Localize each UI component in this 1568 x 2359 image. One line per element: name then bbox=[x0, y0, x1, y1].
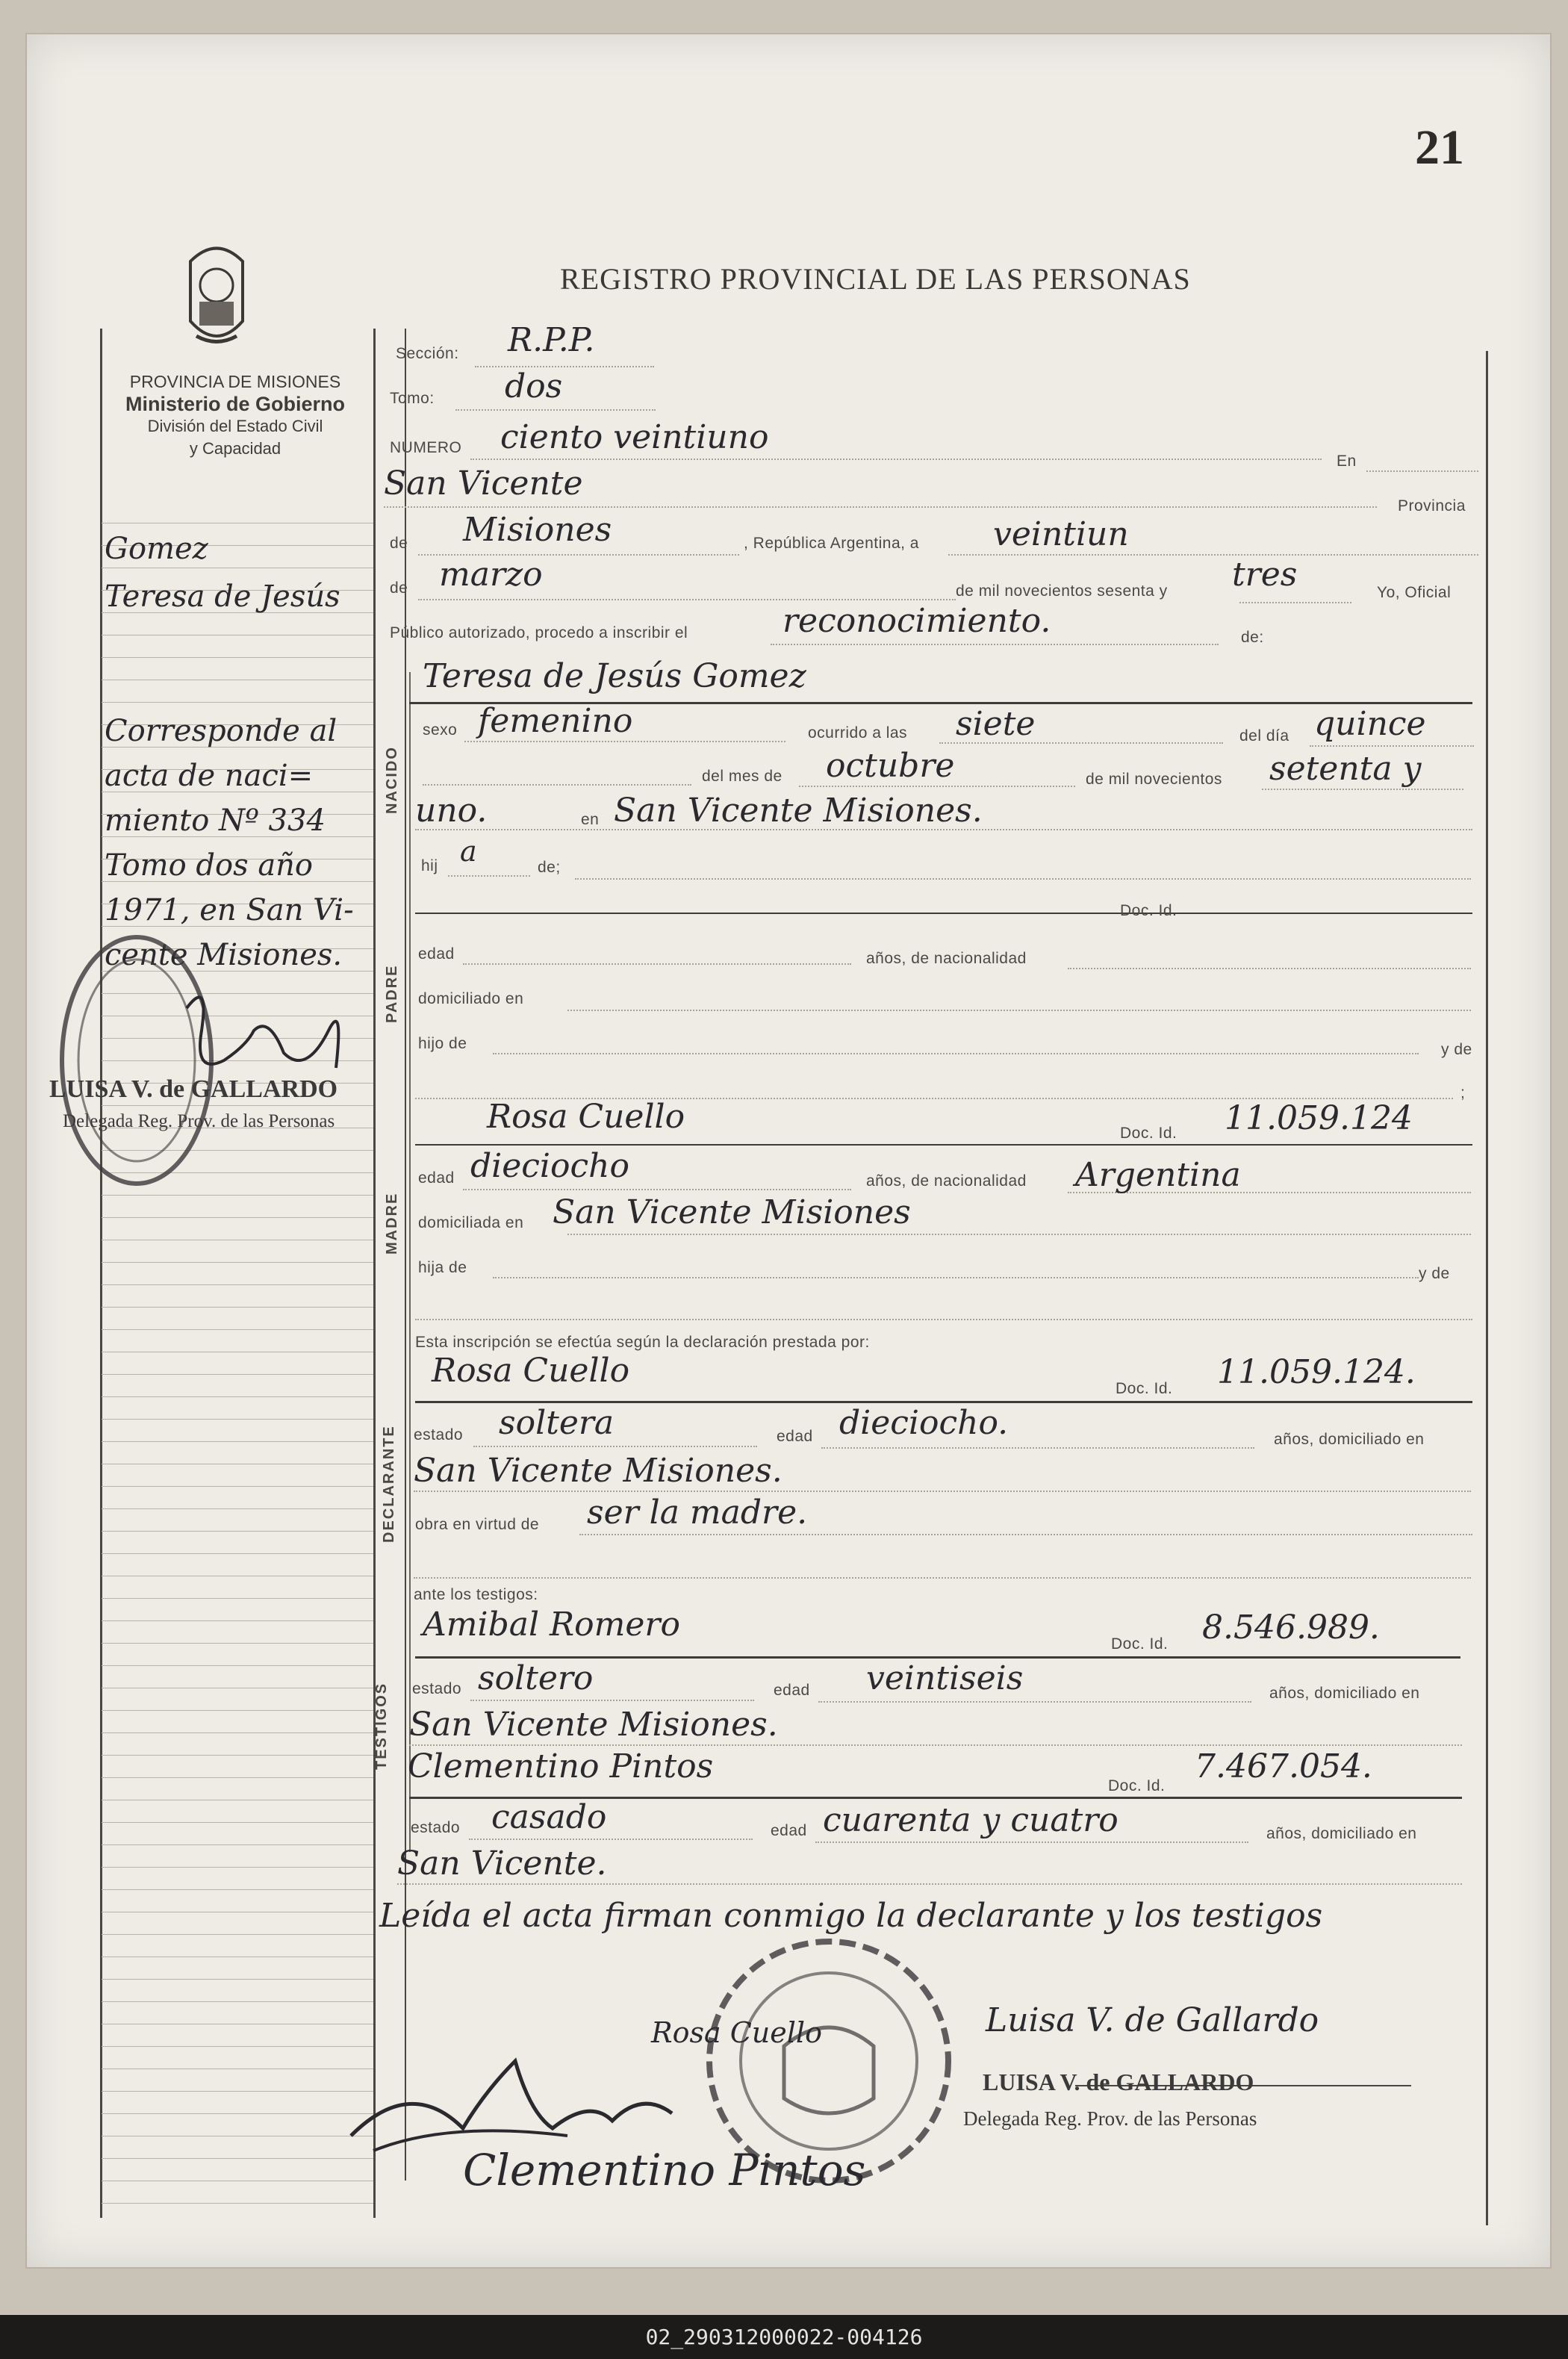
dotted-line bbox=[414, 1577, 1471, 1579]
anio-nac-value: setenta y bbox=[1269, 750, 1422, 788]
margin-note-line: Corresponde al bbox=[105, 714, 337, 748]
seccion-label: Sección: bbox=[396, 345, 459, 362]
margin-ruled-line bbox=[102, 2091, 373, 2092]
numero-value: ciento veintiuno bbox=[500, 418, 769, 456]
dotted-line bbox=[475, 366, 654, 367]
madre-side-label: MADRE bbox=[384, 1192, 400, 1255]
declarante-virtud-value: ser la madre. bbox=[587, 1494, 808, 1532]
margin-ruled-line bbox=[102, 1665, 373, 1666]
margin-ruled-line bbox=[102, 1710, 373, 1711]
provincia-label: Provincia bbox=[1398, 497, 1466, 515]
margin-ruled-line bbox=[102, 1889, 373, 1890]
testigos-side-label: TESTIGOS bbox=[373, 1682, 390, 1770]
dotted-line bbox=[579, 1534, 1472, 1535]
dia-nac-value: quince bbox=[1314, 705, 1426, 743]
y-de-label: y de bbox=[1441, 1041, 1472, 1058]
nacido-side-label: NACIDO bbox=[384, 746, 400, 814]
madre-nacionalidad-value: Argentina bbox=[1075, 1156, 1241, 1194]
y-de-label: y de bbox=[1419, 1265, 1450, 1282]
section-rule bbox=[415, 1144, 1472, 1146]
dotted-line bbox=[567, 1010, 1471, 1011]
section-rule bbox=[415, 1656, 1460, 1659]
testigo1-edad-value: veintiseis bbox=[866, 1659, 1024, 1697]
mes-value: marzo bbox=[439, 556, 543, 594]
republica-label: , República Argentina, a bbox=[744, 535, 919, 552]
official-stamp-title: Delegada Reg. Prov. de las Personas bbox=[963, 2107, 1257, 2130]
anos-domiciliado-label: años, domiciliado en bbox=[1269, 1685, 1420, 1702]
doc-id-label: Doc. Id. bbox=[1111, 1635, 1169, 1653]
margin-ruled-line bbox=[102, 1732, 373, 1733]
declarante-edad-value: dieciocho. bbox=[839, 1404, 1009, 1442]
dotted-line bbox=[463, 963, 851, 965]
dotted-line bbox=[1310, 745, 1474, 747]
seccion-value: R.P.P. bbox=[508, 321, 595, 359]
official-signature: Luisa V. de Gallardo bbox=[986, 2001, 1319, 2039]
dotted-line bbox=[1239, 602, 1351, 603]
division-subtitle: y Capacidad bbox=[189, 439, 281, 458]
margin-ruled-line bbox=[102, 2203, 373, 2204]
margin-note-line: 1971, en San Vi- bbox=[105, 893, 354, 927]
edad-label: edad bbox=[774, 1682, 810, 1699]
dotted-line bbox=[384, 506, 1377, 508]
margin-ruled-line bbox=[102, 1956, 373, 1957]
section-label-border bbox=[409, 672, 411, 1852]
testigo2-nombre-value: Clementino Pintos bbox=[408, 1747, 714, 1785]
madre-doc-value: 11.059.124 bbox=[1225, 1099, 1413, 1137]
yo-oficial-label: Yo, Oficial bbox=[1377, 584, 1452, 601]
anos-nacionalidad-label: años, de nacionalidad bbox=[866, 950, 1027, 967]
image-footer: 02_290312000022-004126 bbox=[0, 2315, 1568, 2359]
edad-label: edad bbox=[777, 1428, 813, 1445]
ante-testigos-label: ante los testigos: bbox=[414, 1586, 538, 1603]
dotted-line bbox=[418, 599, 956, 600]
mes-nac-value: octubre bbox=[826, 747, 955, 785]
testigo1-doc-value: 8.546.989. bbox=[1202, 1609, 1380, 1647]
margin-right-border bbox=[373, 329, 376, 2218]
hija-value: a bbox=[460, 835, 477, 868]
testigo2-domicilio-value: San Vicente. bbox=[397, 1844, 607, 1883]
testigo2-estado-value: casado bbox=[491, 1798, 607, 1836]
dotted-line bbox=[414, 1491, 1471, 1492]
edad-label: edad bbox=[418, 945, 455, 963]
madre-nombre-value: Rosa Cuello bbox=[487, 1098, 685, 1136]
doc-id-label: Doc. Id. bbox=[1108, 1777, 1166, 1794]
dotted-line bbox=[1068, 968, 1471, 969]
dotted-line bbox=[423, 784, 691, 786]
domiciliada-label: domiciliada en bbox=[418, 1214, 524, 1231]
margin-note-surname: Gomez bbox=[105, 532, 208, 566]
dotted-line bbox=[771, 644, 1219, 645]
division-name: División del Estado Civil bbox=[147, 417, 323, 435]
margin-ruled-line bbox=[102, 1979, 373, 1980]
closing-statement: Leída el acta firman conmigo la declarante y los testigos bbox=[379, 1897, 1323, 1935]
margin-ruled-line bbox=[102, 657, 373, 658]
anos-domiciliado-label: años, domiciliado en bbox=[1266, 1825, 1417, 1842]
dotted-line bbox=[821, 1447, 1254, 1449]
dotted-line bbox=[575, 878, 1471, 880]
en-label: en bbox=[581, 811, 600, 828]
margin-ruled-line bbox=[102, 2158, 373, 2159]
coat-of-arms-icon bbox=[183, 239, 250, 358]
margin-note-given-name: Teresa de Jesús bbox=[105, 579, 340, 614]
dotted-line bbox=[948, 554, 1478, 556]
testigo1-nombre-value: Amibal Romero bbox=[423, 1606, 680, 1644]
dotted-line bbox=[448, 875, 530, 877]
margin-note-line: Tomo dos año bbox=[105, 848, 314, 883]
nombre-value: Teresa de Jesús Gomez bbox=[423, 657, 806, 695]
edad-label: edad bbox=[771, 1822, 807, 1839]
margin-ruled-line bbox=[102, 1508, 373, 1509]
de-label: de bbox=[390, 579, 408, 597]
register-heading: REGISTRO PROVINCIAL DE LAS PERSONAS bbox=[560, 262, 1191, 296]
edad-label: edad bbox=[418, 1169, 455, 1187]
anio-nac-value-cont: uno. bbox=[415, 792, 488, 830]
dotted-line bbox=[397, 1883, 1462, 1885]
margin-ruled-line bbox=[102, 2001, 373, 2002]
dotted-line bbox=[493, 1053, 1419, 1054]
dotted-line bbox=[1366, 470, 1478, 472]
margin-ruled-line bbox=[102, 1419, 373, 1420]
sexo-label: sexo bbox=[423, 721, 458, 739]
ministry-name: Ministerio de Gobierno bbox=[125, 393, 346, 415]
declarante-side-label: DECLARANTE bbox=[381, 1425, 397, 1543]
margin-ruled-line bbox=[102, 2113, 373, 2114]
tomo-label: Tomo: bbox=[390, 390, 435, 407]
inscripcion-label: Esta inscripción se efectúa según la declaración prestada por: bbox=[415, 1334, 870, 1351]
padre-side-label: PADRE bbox=[384, 964, 400, 1023]
tomo-value: dos bbox=[505, 367, 563, 405]
dotted-line bbox=[567, 1234, 1471, 1235]
dotted-line bbox=[818, 1701, 1251, 1703]
dotted-line bbox=[464, 741, 785, 742]
anos-nacionalidad-label: años, de nacionalidad bbox=[866, 1172, 1027, 1190]
dotted-line bbox=[409, 1744, 1462, 1746]
dotted-line bbox=[469, 1839, 753, 1840]
margin-ruled-line bbox=[102, 702, 373, 703]
de-mil-novecientos-label: de mil novecientos bbox=[1086, 771, 1222, 788]
lugar-nac-value: San Vicente Misiones. bbox=[614, 792, 983, 830]
margin-ruled-line bbox=[102, 1374, 373, 1375]
margin-ruled-line bbox=[102, 1755, 373, 1756]
declarante-doc-value: 11.059.124. bbox=[1217, 1353, 1416, 1391]
de-label: de: bbox=[1241, 629, 1264, 646]
margin-ruled-line bbox=[102, 1284, 373, 1285]
del-mes-label: del mes de bbox=[702, 768, 783, 785]
estado-label: estado bbox=[411, 1819, 461, 1836]
margin-ruled-line bbox=[102, 1195, 373, 1196]
mil-novecientos-label: de mil novecientos sesenta y bbox=[956, 582, 1168, 600]
page-number: 21 bbox=[1415, 120, 1464, 175]
doc-id-label: Doc. Id. bbox=[1120, 1125, 1177, 1142]
margin-ruled-line bbox=[102, 2046, 373, 2047]
margin-ruled-line bbox=[102, 1643, 373, 1644]
ocurrido-label: ocurrido a las bbox=[808, 724, 908, 742]
form-right-border bbox=[1486, 351, 1488, 2225]
margin-ruled-line bbox=[102, 1822, 373, 1823]
margin-note-line: cente Misiones. bbox=[105, 938, 343, 972]
doc-id-label: Doc. Id. bbox=[1116, 1380, 1173, 1397]
publico-label: Público autorizado, procedo a inscribir el bbox=[390, 624, 688, 641]
margin-stamp-title: Delegada Reg. Prov. de las Personas bbox=[63, 1111, 335, 1131]
dotted-line bbox=[463, 1189, 851, 1190]
margin-ruled-line bbox=[102, 1486, 373, 1487]
testigo2-doc-value: 7.467.054. bbox=[1195, 1747, 1372, 1785]
rosa-signature: Rosa Cuello bbox=[651, 2016, 822, 2049]
hijo-de-label: hijo de bbox=[418, 1035, 467, 1052]
dotted-line bbox=[1262, 789, 1463, 790]
hora-value: siete bbox=[956, 705, 1036, 743]
dotted-line bbox=[473, 1446, 757, 1447]
en-label: En bbox=[1337, 453, 1357, 470]
dotted-line bbox=[415, 1319, 1472, 1320]
del-dia-label: del día bbox=[1239, 727, 1289, 745]
margin-ruled-line bbox=[102, 1531, 373, 1532]
margin-ruled-line bbox=[102, 1867, 373, 1868]
declarante-nombre-value: Rosa Cuello bbox=[432, 1352, 630, 1390]
section-rule bbox=[415, 913, 1472, 914]
lugar-value: San Vicente bbox=[384, 464, 583, 503]
numero-label: NUMERO bbox=[390, 439, 462, 456]
semicolon-label: ; bbox=[1460, 1084, 1466, 1101]
dotted-line bbox=[799, 786, 1075, 787]
declarante-estado-value: soltera bbox=[499, 1404, 615, 1442]
margin-ruled-line bbox=[102, 1441, 373, 1442]
dotted-line bbox=[455, 409, 656, 411]
province-name: PROVINCIA DE MISIONES bbox=[129, 372, 341, 391]
anos-domiciliado-label: años, domiciliado en bbox=[1274, 1431, 1425, 1448]
margin-ruled-line bbox=[102, 1396, 373, 1397]
madre-domicilio-value: San Vicente Misiones bbox=[553, 1193, 911, 1231]
sexo-value: femenino bbox=[478, 702, 633, 740]
margin-ruled-line bbox=[102, 1262, 373, 1263]
margin-note-line: miento Nº 334 bbox=[105, 804, 326, 838]
hij-label: hij bbox=[421, 857, 438, 874]
de-label: de bbox=[390, 535, 408, 552]
obra-virtud-label: obra en virtud de bbox=[415, 1516, 540, 1533]
margin-stamp-name: LUISA V. de GALLARDO bbox=[49, 1075, 338, 1103]
declarante-domicilio-value: San Vicente Misiones. bbox=[414, 1452, 783, 1490]
margin-ruled-line bbox=[102, 1329, 373, 1330]
testigo2-edad-value: cuarenta y cuatro bbox=[823, 1801, 1119, 1839]
ministry-header bbox=[97, 370, 373, 460]
domiciliado-label: domiciliado en bbox=[418, 990, 524, 1007]
de-label: de; bbox=[538, 859, 561, 876]
dotted-line bbox=[470, 1700, 754, 1701]
estado-label: estado bbox=[412, 1680, 462, 1697]
estado-label: estado bbox=[414, 1426, 464, 1443]
margin-ruled-line bbox=[102, 1553, 373, 1554]
provincia-value: Misiones bbox=[463, 511, 612, 549]
acto-value: reconocimiento. bbox=[783, 602, 1051, 640]
margin-note-line: acta de naci= bbox=[105, 759, 314, 793]
dotted-line bbox=[493, 1277, 1419, 1278]
dotted-line bbox=[470, 459, 1322, 460]
margin-ruled-line bbox=[102, 1934, 373, 1935]
testigo1-domicilio-value: San Vicente Misiones. bbox=[409, 1706, 778, 1744]
margin-ruled-line bbox=[102, 1777, 373, 1778]
margin-ruled-line bbox=[102, 1620, 373, 1621]
dia-value: veintiun bbox=[993, 515, 1129, 553]
anio-value: tres bbox=[1232, 556, 1298, 594]
margin-ruled-line bbox=[102, 1844, 373, 1845]
doc-id-label: Doc. Id. bbox=[1120, 902, 1177, 919]
section-rule bbox=[415, 1401, 1472, 1403]
official-stamp-name: LUISA V. de GALLARDO bbox=[983, 2069, 1254, 2095]
witness2-signature: Clementino Pintos bbox=[463, 2145, 866, 2195]
madre-edad-value: dieciocho bbox=[470, 1147, 629, 1185]
margin-ruled-line bbox=[102, 1598, 373, 1599]
margin-ruled-line bbox=[102, 1217, 373, 1218]
hija-de-label: hija de bbox=[418, 1259, 467, 1276]
testigo1-estado-value: soltero bbox=[478, 1659, 594, 1697]
dotted-line bbox=[815, 1841, 1248, 1843]
margin-ruled-line bbox=[102, 1307, 373, 1308]
